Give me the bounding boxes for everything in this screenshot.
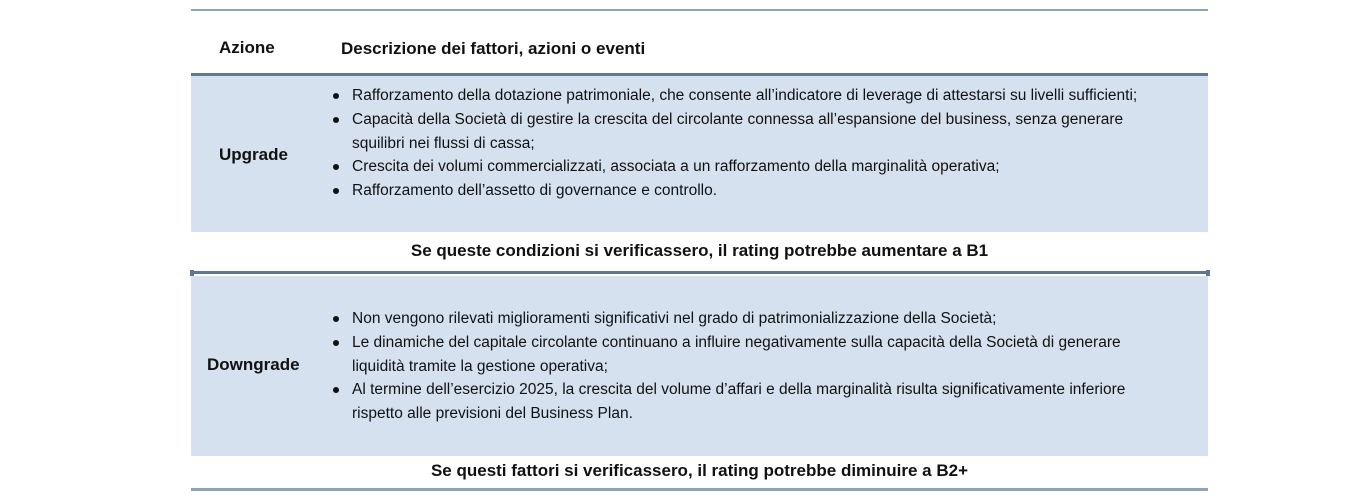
list-item: Crescita dei volumi commercializzati, associata a un rafforzamento della marginalità operativa; [331,155,1151,179]
table-header [191,11,1208,73]
upgrade-label: Upgrade [219,145,288,164]
list-item: Capacità della Società di gestire la crescita del circolante connessa all’espansione del business, senza generare squilibri nei flussi di cassa; [331,108,1151,156]
table-bottom-rule [191,488,1208,491]
header-description: Descrizione dei fattori, azioni o eventi [341,39,646,58]
upgrade-conclusion: Se queste condizioni si verificassero, il rating potrebbe aumentare a B1 [410,241,989,260]
downgrade-conclusion: Se questi fattori si verificassero, il rating potrebbe diminuire a B2+ [430,461,969,480]
upgrade-factor-list [331,84,1151,203]
list-item: Al termine dell’esercizio 2025, la crescita del volume d’affari e della marginalità risulta significativamente inferiore rispetto alle previsioni del Business Plan. [331,378,1151,426]
section-divider [194,271,1209,274]
downgrade-label: Downgrade [207,355,300,374]
list-item: Le dinamiche del capitale circolante continuano a influire negativamente sulla capacità della Società di generare liquidità tramite la gestione operativa; [331,331,1151,379]
list-item: Non vengono rilevati miglioramenti significativi nel grado di patrimonializzazione della Società; [331,307,1151,331]
header-action: Azione [219,38,275,57]
list-item: Rafforzamento dell’assetto di governance e controllo. [331,179,1151,203]
downgrade-factor-list [331,307,1151,426]
list-item: Rafforzamento della dotazione patrimoniale, che consente all’indicatore di leverage di attestarsi su livelli sufficienti; [331,84,1151,108]
